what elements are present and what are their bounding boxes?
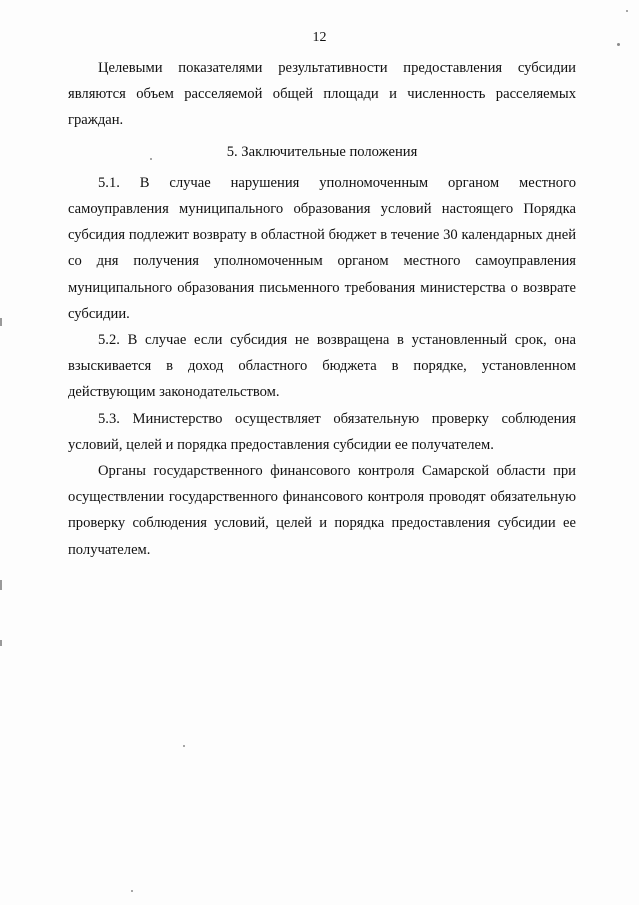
paragraph-5-1: 5.1. В случае нарушения уполномоченным органом местного самоуправления муниципального образования условий настоящего Порядка субсидия подлежит возврату в областной бюджет в течение 30 календарных дней со дня получения уполномоченным органом местного самоуправления муниципального образования письменного требования министерства о возврате субсидии. xyxy=(68,174,576,322)
paragraph-intro: Целевыми показателями результативности предоставления субсидии являются объем расселяемой общей площади и численность расселяемых граждан. xyxy=(68,60,576,129)
scan-edge-mark xyxy=(0,580,2,590)
scan-edge-mark xyxy=(0,318,2,326)
page-number: 12 xyxy=(312,30,327,45)
scan-speck xyxy=(150,158,152,160)
scan-speck xyxy=(131,890,133,892)
paragraph-5-2: 5.2. В случае если субсидия не возвращена в установленный срок, она взыскивается в доход областного бюджета в порядке, установленном действующим законодательством. xyxy=(68,332,576,401)
scan-speck xyxy=(617,43,620,46)
paragraph-control: Органы государственного финансового контроля Самарской области при осуществлении государственного финансового контроля проводят обязательную проверку соблюдения условий, целей и порядка предоставления субсидии ее получателем. xyxy=(68,463,576,558)
scan-edge-mark xyxy=(0,640,2,646)
scan-speck xyxy=(183,745,185,747)
paragraph-5-3: 5.3. Министерство осуществляет обязательную проверку соблюдения условий, целей и порядка предоставления субсидии ее получателем. xyxy=(68,410,576,453)
section-heading: 5. Заключительные положения xyxy=(226,143,418,160)
scan-speck xyxy=(626,10,628,12)
document-body xyxy=(68,55,576,563)
